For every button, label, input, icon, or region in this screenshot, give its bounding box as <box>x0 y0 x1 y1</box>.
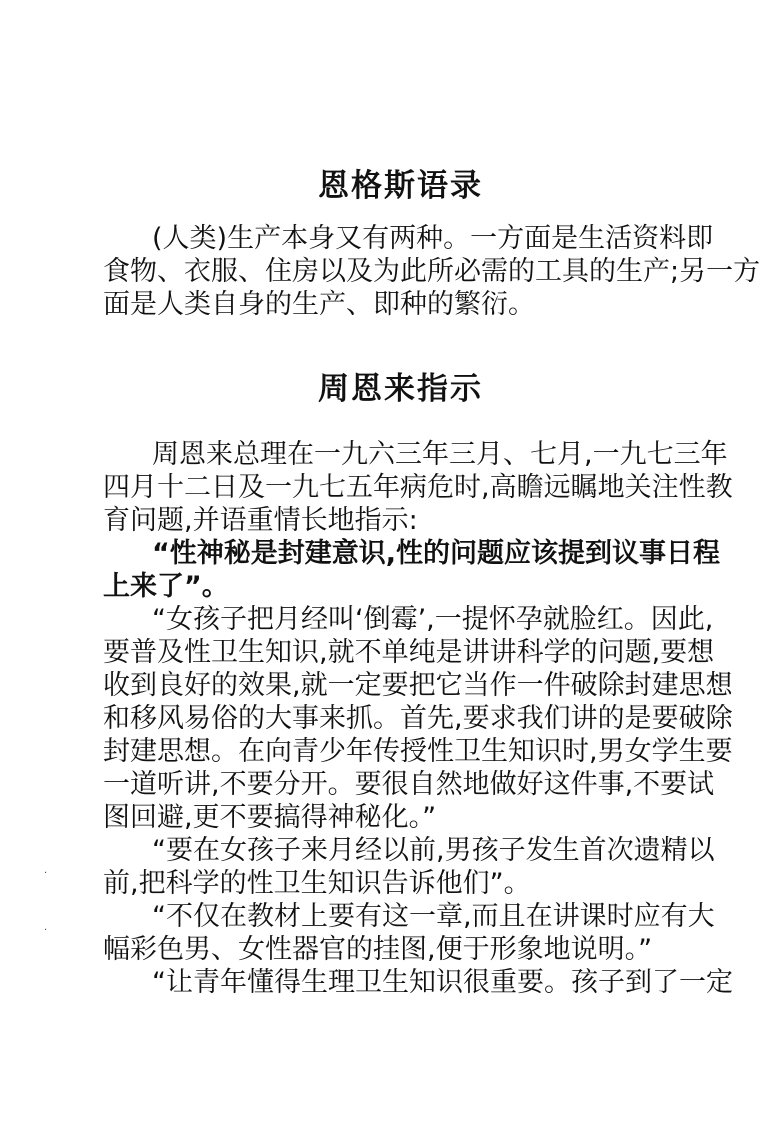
text-line: 和移风易俗的大事来抓。首先,要求我们讲的是要破除 <box>103 703 733 734</box>
text-line: 育问题,并语重情长地指示: <box>103 505 418 536</box>
text-line: 一道听讲,不要分开。要很自然地做好这件事,不要试 <box>103 769 715 800</box>
text-line: 食物、衣服、住房以及为此所必需的工具的生产;另一方 <box>103 256 761 287</box>
text-line: “要在女孩子来月经以前,男孩子发生首次遗精以 <box>152 835 715 866</box>
text-line: 四月十二日及一九七五年病危时,高瞻远瞩地关注性教 <box>103 472 733 503</box>
text-line: 封建思想。在向青少年传授性卫生知识时,男女学生要 <box>103 736 733 767</box>
scan-speck: · <box>44 868 48 879</box>
engels-quote-paragraph <box>103 222 761 321</box>
heading-engels-quotes: 恩格斯语录 <box>318 168 483 204</box>
text-line: 面是人类自身的生产、即种的繁衍。 <box>103 289 535 320</box>
text-line: 图回避,更不要搞得神秘化。” <box>103 802 437 833</box>
text-line: 要普及性卫生知识,就不单纯是讲讲科学的问题,要想 <box>103 637 715 668</box>
text-line: “女孩子把月经叫‘倒霉’,一提怀孕就脸红。因此, <box>152 604 714 635</box>
text-line: “让青年懂得生理卫生知识很重要。孩子到了一定 <box>152 967 733 998</box>
text-line: “性神秘是封建意识,性的问题应该提到议事日程 <box>152 538 721 569</box>
text-line: 周恩来总理在一九六三年三月、七月,一九七三年 <box>152 439 728 470</box>
text-line: 幅彩色男、女性器官的挂图,便于形象地说明。” <box>103 934 653 965</box>
heading-zhou-enlai-instructions: 周恩来指示 <box>318 371 483 407</box>
scan-speck: · <box>44 925 48 936</box>
text-line: 上来了”。 <box>103 571 229 602</box>
text-line: 前,把科学的性卫生知识告诉他们”。 <box>103 868 531 899</box>
zhou-enlai-instructions-body <box>103 438 733 999</box>
text-line: “不仅在教材上要有这一章,而且在讲课时应有大 <box>152 901 715 932</box>
text-line: 收到良好的效果,就一定要把它当作一件破除封建思想 <box>103 670 733 701</box>
text-line: (人类)生产本身又有两种。一方面是生活资料即 <box>152 223 714 254</box>
